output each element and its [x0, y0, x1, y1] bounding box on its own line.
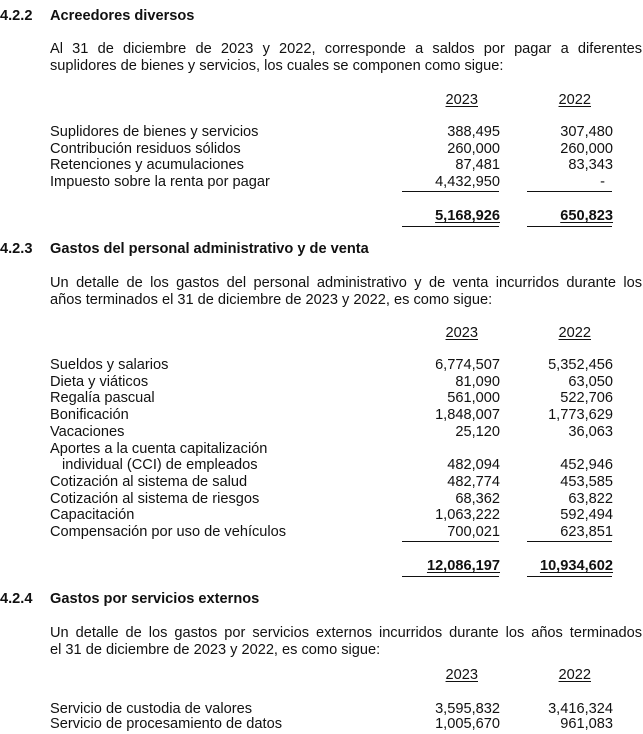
value-2022: 63,050: [568, 374, 613, 390]
table-row: [50, 491, 643, 508]
total-rule: [402, 226, 499, 227]
value-2022: 260,000: [560, 141, 613, 157]
value-2022: 307,480: [560, 124, 613, 140]
value-2023: 260,000: [447, 141, 500, 157]
intro-line: suplidores de bienes y servicios, los cuales se componen como sigue:: [50, 57, 504, 74]
row-label: Capacitación: [50, 507, 135, 523]
total-row: [50, 558, 643, 575]
row-label: Aportes a la cuenta capitalización: [50, 441, 268, 457]
total-2022: 10,934,602: [539, 558, 613, 574]
value-2022: 961,083: [560, 716, 613, 732]
value-2023: 700,021: [447, 524, 500, 540]
value-2023: 68,362: [455, 491, 500, 507]
total-2023: 12,086,197: [426, 558, 500, 574]
total-rule: [527, 576, 612, 577]
section-title: Gastos por servicios externos: [50, 591, 260, 607]
table-row: [50, 374, 643, 391]
row-label: Compensación por uso de vehículos: [50, 524, 287, 540]
table-row: [50, 474, 643, 491]
value-2023: 3,595,832: [435, 701, 500, 717]
row-label: Suplidores de bienes y servicios: [50, 124, 259, 140]
value-2022: 3,416,324: [548, 701, 613, 717]
row-label: Dieta y viáticos: [50, 374, 149, 390]
value-2023: 1,848,007: [435, 407, 500, 423]
value-2023: 482,094: [447, 457, 500, 473]
total-row: [50, 208, 643, 225]
value-2022: 83,343: [568, 157, 613, 173]
row-label: Cotización al sistema de salud: [50, 474, 248, 490]
table-row: [50, 157, 643, 174]
value-2022: 63,822: [568, 491, 613, 507]
table-row: [50, 141, 643, 158]
total-rule: [402, 576, 499, 577]
row-label: Retenciones y acumulaciones: [50, 157, 244, 173]
table-row: [50, 457, 643, 474]
table-row: [50, 174, 643, 191]
value-2022: 453,585: [560, 474, 613, 490]
intro-line: Un detalle de los gastos por servicios externos incurridos durante los años terminados: [50, 625, 642, 641]
value-2023: 6,774,507: [435, 357, 500, 373]
row-label: Servicio de procesamiento de datos: [50, 716, 283, 732]
section-title: Gastos del personal administrativo y de venta: [50, 241, 369, 257]
value-2023: 388,495: [447, 124, 500, 140]
table-row: [50, 507, 643, 524]
value-2023: 561,000: [447, 390, 500, 406]
value-2023: 482,774: [447, 474, 500, 490]
value-2023: 1,063,222: [435, 507, 500, 523]
value-2022: 452,946: [560, 457, 613, 473]
year-header-2022: 2022: [558, 325, 591, 341]
year-header-2023: 2023: [445, 667, 478, 683]
value-2022: 522,706: [560, 390, 613, 406]
value-2022: 36,063: [568, 424, 613, 440]
section-title: Acreedores diversos: [50, 8, 195, 24]
value-2023: 25,120: [455, 424, 500, 440]
value-2022: 5,352,456: [548, 357, 613, 373]
row-label: Sueldos y salarios: [50, 357, 169, 373]
subtotal-rule: [527, 191, 612, 192]
table-row: [50, 424, 643, 441]
value-2023: 1,005,670: [435, 716, 500, 732]
intro-line: Un detalle de los gastos del personal administrativo y de venta incurridos durante los: [50, 275, 642, 291]
value-2022: 592,494: [560, 507, 613, 523]
intro-line: años terminados el 31 de diciembre de 2023 y 2022, es como sigue:: [50, 291, 493, 308]
intro-line: el 31 de diciembre de 2023 y 2022, es como sigue:: [50, 641, 381, 658]
subtotal-rule: [402, 541, 499, 542]
value-2023: 87,481: [455, 157, 500, 173]
row-label: Regalía pascual: [50, 390, 155, 406]
intro-line: Al 31 de diciembre de 2023 y 2022, corresponde a saldos por pagar a diferentes: [50, 41, 642, 57]
value-2022: 1,773,629: [548, 407, 613, 423]
total-2023: 5,168,926: [435, 208, 500, 224]
table-row: [50, 441, 643, 458]
section-number: 4.2.2: [0, 8, 33, 24]
subtotal-rule: [527, 541, 612, 542]
total-2022: 650,823: [560, 208, 613, 224]
section-intro: [50, 625, 642, 658]
table-row: [50, 716, 643, 733]
year-header-2022: 2022: [558, 667, 591, 683]
row-label: Cotización al sistema de riesgos: [50, 491, 260, 507]
row-label: Servicio de custodia de valores: [50, 701, 252, 717]
table-row: [50, 407, 643, 424]
value-2023: 81,090: [455, 374, 500, 390]
value-2022: -: [600, 174, 605, 190]
section-intro: [50, 275, 642, 308]
year-header-2023: 2023: [445, 92, 478, 108]
year-header-2022: 2022: [558, 92, 591, 108]
table-row: [50, 524, 643, 541]
table-row: [50, 357, 643, 374]
section-number: 4.2.3: [0, 241, 33, 257]
table-row: [50, 124, 643, 141]
row-label: Contribución residuos sólidos: [50, 141, 241, 157]
year-header-2023: 2023: [445, 325, 478, 341]
row-label: Impuesto sobre la renta por pagar: [50, 174, 270, 190]
subtotal-rule: [402, 191, 499, 192]
section-number: 4.2.4: [0, 591, 33, 607]
section-intro: [50, 41, 642, 74]
total-rule: [527, 226, 612, 227]
value-2022: 623,851: [560, 524, 613, 540]
table-row: [50, 390, 643, 407]
row-label: Vacaciones: [50, 424, 125, 440]
row-label: individual (CCI) de empleados: [62, 457, 258, 473]
row-label: Bonificación: [50, 407, 129, 423]
value-2023: 4,432,950: [435, 174, 500, 190]
